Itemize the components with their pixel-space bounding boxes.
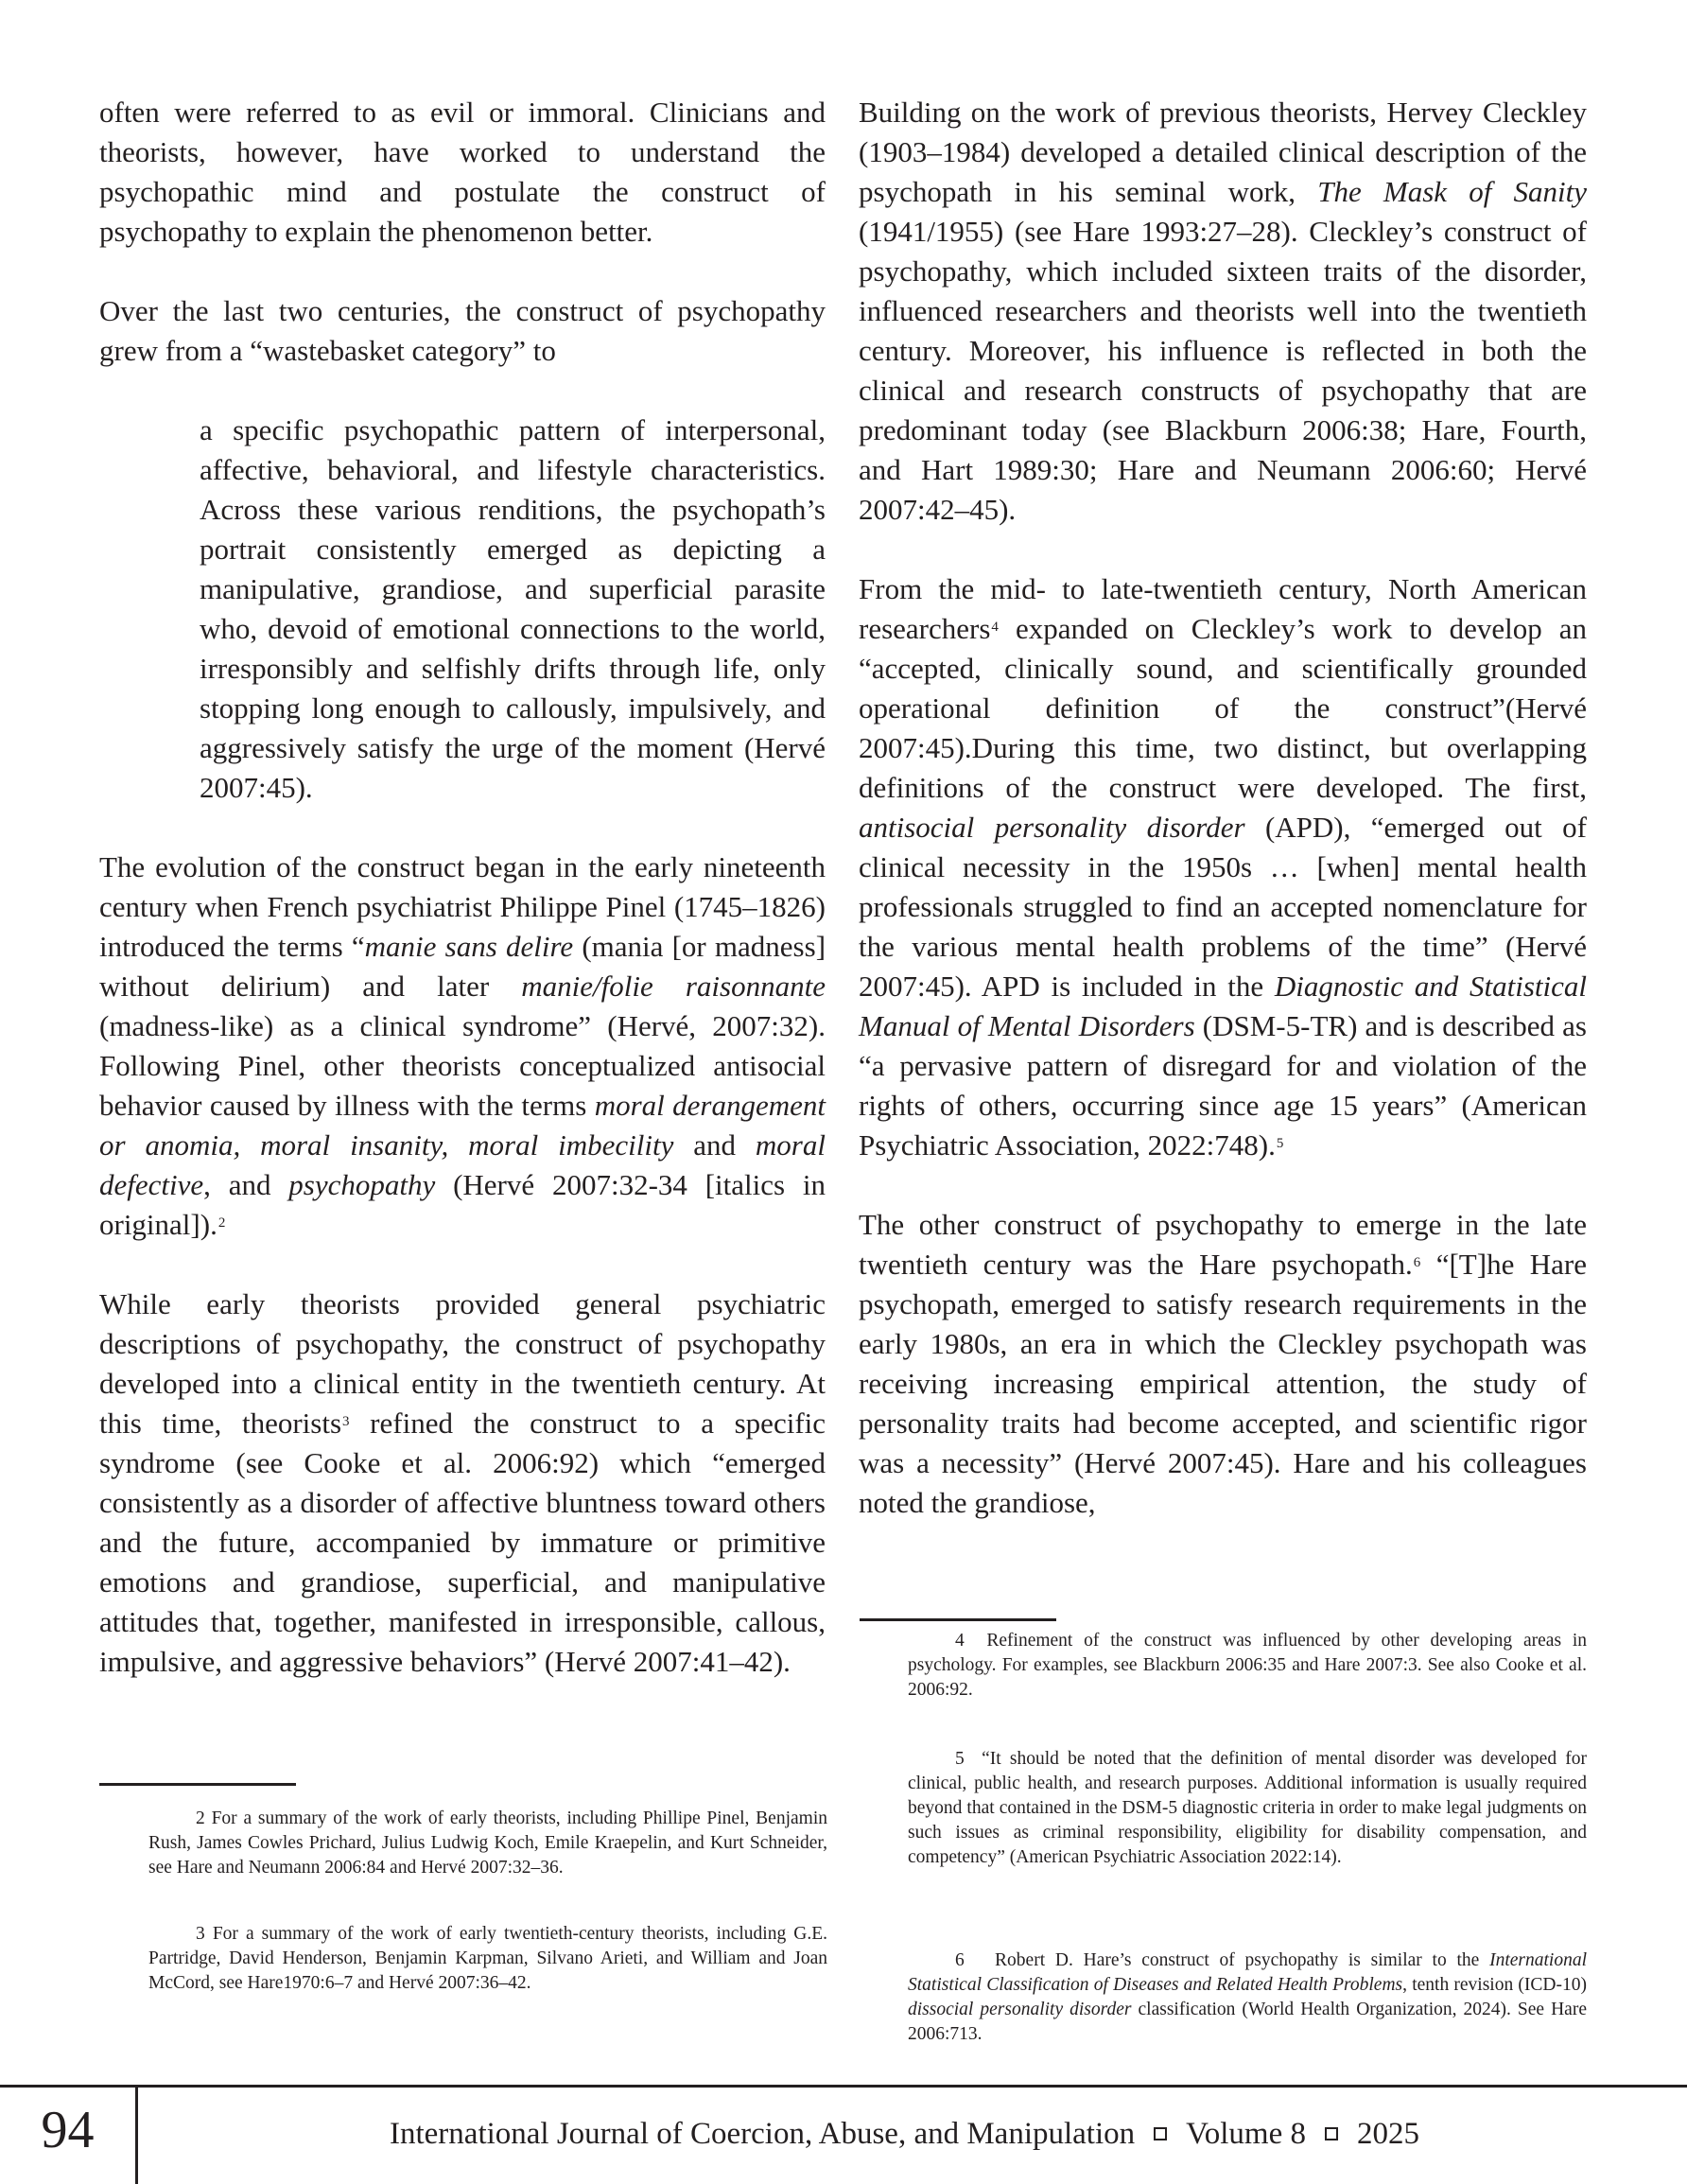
paragraph-hare-psychopath: The other construct of psychopathy to emerge in the late twentieth century was the Hare psychopath.$^6$ “[T]he Hare psychopath, emerged to satisfy research requirements in the early 1980s, an era in which the Cleckley psychopath was receiving increasing empirical attention, the study of personality traits had become accepted, and scientific rigor was a necessity” (Hervé 2007:45). Hare and his colleagues noted the grandiose, xyxy=(859,1208,1587,1519)
footnote-number: 3 xyxy=(196,1924,205,1944)
paragraph-evolution: The evolution of the construct began in the early nineteenth century when French psychiatrist Philippe Pinel (1745–1826) introduced the terms “manie sans delire (mania [or madness] without delirium) and later manie/folie raisonnante (madness-like) as a clinical syndrome” (Hervé, 2007:32). Following Pinel, other theorists conceptualized antisocial behavior caused by illness with the terms moral derangement or anomia, moral insanity, moral imbecility and moral defective, and psychopathy (Hervé 2007:32-34 [italics in original]).$^2$ xyxy=(99,850,826,1241)
footnote-number: 5 xyxy=(955,1749,965,1769)
paragraph-intro: often were referred to as evil or immoral. Clinicians and theorists, however, have worked to understand the psychopathic mind and postulate the construct of psychopathy to explain the phenomenon better. xyxy=(99,96,826,248)
paragraph-north-american: From the mid- to late-twentieth century, North American researchers$^4$ expanded on Cleckley’s work to develop an “accepted, clinically sound, and scientifically grounded operational definition of the construct”(Hervé 2007:45).During this time, two distinct, but overlapping definitions of the construct were developed. The first, antisocial personality disorder (APD), “emerged out of clinical necessity in the 1950s … [when] mental health professionals struggled to find an accepted nomenclature for the various mental health problems of the time” (Hervé 2007:45). APD is included in the Diagnostic and Statistical Manual of Mental Disorders (DSM-5-TR) and is described as “a pervasive pattern of disregard for and violation of the rights of others, occurring since age 15 years” (American Psychiatric Association, 2022:748).$^5$ xyxy=(859,572,1587,1162)
journal-volume: Volume 8 xyxy=(1186,2117,1306,2151)
right-column xyxy=(859,93,1587,1523)
block-quote: a specific psychopathic pattern of interpersonal, affective, behavioral, and lifestyle characteristics. Across these various renditions, the psychopath’s portrait consistently emerged as depicting a manipulative, grandiose, and superficial parasite who, devoid of emotional connections to the world, irresponsibly and selfishly drifts through life, only stopping long enough to callously, impulsively, and aggressively satisfy the urge of the moment (Hervé 2007:45). xyxy=(200,413,826,804)
paragraph-twentieth-century: While early theorists provided general psychiatric descriptions of psychopathy, the construct of psychopathy developed into a clinical entity in the twentieth century. At this time, theorists$^3$ refined the construct to a specific syndrome (see Cooke et al. 2006:92) which “emerged consistently as a disorder of affective bluntness toward others and the future, accompanied by immature or primitive emotions and grandiose, superficial, and manipulative attitudes that, together, manifested in irresponsible, callous, impulsive, and aggressive behaviors” (Hervé 2007:41–42). xyxy=(99,1287,826,1678)
hollow-square-icon xyxy=(1325,2127,1338,2140)
journal-title: International Journal of Coercion, Abuse, and Manipulation xyxy=(390,2117,1136,2151)
paragraph-wastebasket: Over the last two centuries, the construct of psychopathy grew from a “wastebasket category” to xyxy=(99,294,826,367)
footnote-number: 2 xyxy=(196,1808,205,1828)
journal-footer xyxy=(390,2115,1419,2153)
footnote-2: 2 For a summary of the work of early theorists, including Phillipe Pinel, Benjamin Rush, James Cowles Prichard, Julius Ludwig Koch, Emile Kraepelin, and Kurt Schneider, see Hare and Neumann 2006:84 and Hervé 2007:32–36. xyxy=(148,1808,827,1878)
footnote-6: 6 Robert D. Hare’s construct of psychopathy is similar to the International Statistical Classification of Diseases and Related Health Problems, tenth revision (ICD-10) dissocial personality disorder classification (World Health Organization, 2024). See Hare 2006:713. xyxy=(908,1950,1587,2044)
footnote-3: 3 For a summary of the work of early twentieth-century theorists, including G.E. Partridge, David Henderson, Benjamin Karpman, Silvano Arieti, and William and Joan McCord, see Hare1970:6–7 and Hervé 2007:36–42. xyxy=(148,1924,828,1993)
footnote-ref-6[interactable]: 6 xyxy=(1413,1255,1421,1270)
footnote-ref-2[interactable]: 2 xyxy=(217,1215,226,1231)
journal-year: 2025 xyxy=(1356,2117,1419,2151)
footnote-ref-5[interactable]: 5 xyxy=(1276,1136,1284,1151)
footnote-5: 5 “It should be noted that the definition of mental disorder was developed for clinical, public health, and research purposes. Additional information is usually required beyond that contained in the DSM-5 diagnostic criteria in order to make legal judgments on such issues as criminal responsibility, eligibility for disability compensation, and competency” (American Psychiatric Association 2022:14). xyxy=(908,1749,1588,1867)
footnote-separator-right xyxy=(860,1618,1056,1621)
footnote-separator-left xyxy=(99,1783,296,1786)
paragraph-cleckley: Building on the work of previous theorists, Hervey Cleckley (1903–1984) developed a detailed clinical description of the psychopath in his seminal work, The Mask of Sanity (1941/1955) (see Hare 1993:27–28). Cleckley’s construct of psychopathy, which included sixteen traits of the disorder, influenced researchers and theorists well into the twentieth century. Moreover, his influence is reflected in both the clinical and research constructs of psychopathy that are predominant today (see Blackburn 2006:38; Hare, Fourth, and Hart 1989:30; Hare and Neumann 2006:60; Hervé 2007:42–45). xyxy=(859,96,1587,526)
footer-rule xyxy=(0,2085,1687,2088)
hollow-square-icon xyxy=(1154,2127,1167,2140)
footnote-number: 6 xyxy=(955,1950,965,1970)
footnote-4: 4 Refinement of the construct was influenced by other developing areas in psychology. For examples, see Blackburn 2006:35 and Hare 2007:3. See also Cooke et al. 2006:92. xyxy=(908,1631,1588,1700)
footnote-number: 4 xyxy=(955,1631,965,1651)
footnote-ref-3[interactable]: 3 xyxy=(342,1414,350,1429)
footnote-ref-4[interactable]: 4 xyxy=(991,620,999,635)
page-number: 94 xyxy=(41,2101,95,2159)
left-column xyxy=(99,93,826,1682)
footer-divider xyxy=(135,2087,138,2184)
